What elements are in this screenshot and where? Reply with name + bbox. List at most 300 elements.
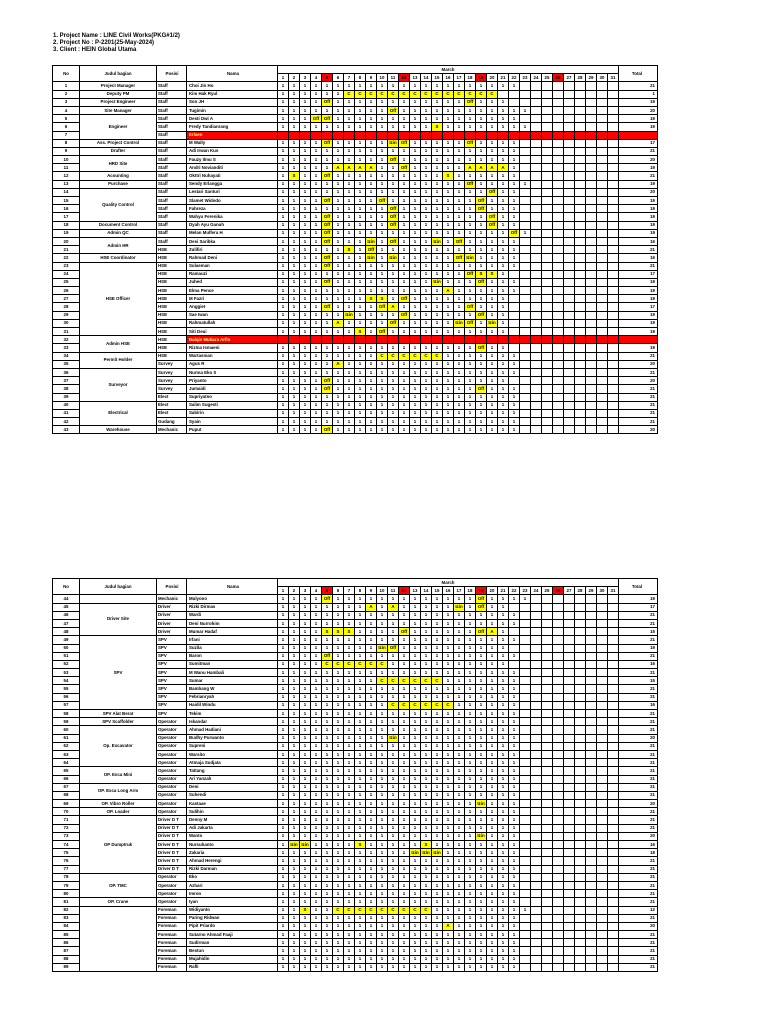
attendance-cell: 1	[399, 368, 410, 376]
attendance-cell: 1	[388, 311, 399, 319]
attendance-cell: 1	[344, 865, 355, 873]
attendance-cell: 1	[498, 213, 509, 221]
attendance-cell	[608, 115, 619, 123]
attendance-cell: 1	[498, 963, 509, 971]
row-number: 60	[53, 726, 80, 734]
attendance-cell	[608, 344, 619, 352]
attendance-cell	[542, 906, 553, 914]
attendance-cell	[597, 841, 608, 849]
attendance-cell: 1	[509, 287, 520, 295]
attendance-cell: 1	[498, 832, 509, 840]
attendance-cell	[542, 636, 553, 644]
attendance-cell: 1	[366, 352, 377, 360]
attendance-cell: Off	[465, 270, 476, 278]
row-number: 10	[53, 156, 80, 164]
attendance-cell: 1	[443, 824, 454, 832]
attendance-cell	[575, 180, 586, 188]
attendance-cell: 1	[498, 262, 509, 270]
attendance-cell	[531, 246, 542, 254]
attendance-cell	[564, 368, 575, 376]
attendance-cell: 1	[432, 254, 443, 262]
attendance-cell: Off	[509, 229, 520, 237]
attendance-cell: 1	[487, 742, 498, 750]
attendance-cell: 1	[498, 701, 509, 709]
judul-bagian-cell: SPV Scaffolder	[80, 718, 157, 726]
attendance-cell: 1	[498, 652, 509, 660]
attendance-cell: 1	[289, 759, 300, 767]
attendance-cell	[553, 344, 564, 352]
attendance-cell	[586, 418, 597, 426]
total-cell: 21	[619, 726, 658, 734]
attendance-cell: 1	[377, 368, 388, 376]
attendance-cell: 1	[333, 418, 344, 426]
attendance-cell: 1	[278, 800, 289, 808]
attendance-cell: 1	[344, 303, 355, 311]
posisi-cell: HSE	[157, 336, 187, 344]
attendance-cell: 1	[399, 172, 410, 180]
attendance-cell: 1	[421, 619, 432, 627]
attendance-cell	[553, 808, 564, 816]
attendance-cell	[608, 734, 619, 742]
total-cell: 18	[619, 849, 658, 857]
attendance-cell: 1	[300, 319, 311, 327]
attendance-cell: 1	[333, 963, 344, 971]
attendance-cell	[531, 205, 542, 213]
attendance-cell	[575, 409, 586, 417]
attendance-cell	[608, 808, 619, 816]
attendance-cell: 1	[344, 221, 355, 229]
attendance-cell: 1	[311, 906, 322, 914]
row-number: 43	[53, 426, 80, 434]
attendance-cell: C	[421, 906, 432, 914]
attendance-cell: 1	[465, 783, 476, 791]
attendance-cell: 1	[311, 660, 322, 668]
attendance-cell: Izin	[377, 644, 388, 652]
attendance-cell: 1	[322, 344, 333, 352]
attendance-cell: 1	[443, 82, 454, 90]
attendance-cell: 1	[344, 344, 355, 352]
attendance-cell: 1	[344, 832, 355, 840]
attendance-cell: 1	[487, 873, 498, 881]
attendance-cell: 1	[399, 791, 410, 799]
attendance-cell: 1	[509, 352, 520, 360]
attendance-cell: 1	[487, 881, 498, 889]
attendance-cell: Izin	[454, 603, 465, 611]
attendance-cell: 1	[399, 775, 410, 783]
attendance-cell: Izin	[465, 254, 476, 262]
judul-bagian-cell: Driver Site	[80, 603, 157, 636]
attendance-cell: 1	[366, 98, 377, 106]
attendance-cell	[586, 188, 597, 196]
attendance-cell: 1	[410, 164, 421, 172]
attendance-cell: 1	[498, 98, 509, 106]
attendance-cell: 1	[311, 800, 322, 808]
attendance-cell	[575, 963, 586, 971]
attendance-cell	[509, 131, 520, 139]
attendance-cell: 1	[333, 213, 344, 221]
total-cell: 1	[619, 90, 658, 98]
attendance-cell	[553, 783, 564, 791]
attendance-cell: 1	[410, 767, 421, 775]
attendance-cell	[520, 147, 531, 155]
table-row	[53, 873, 658, 881]
attendance-cell: 1	[333, 791, 344, 799]
day-header: 19	[476, 74, 487, 82]
attendance-cell: 1	[476, 295, 487, 303]
attendance-cell: 1	[476, 106, 487, 114]
attendance-cell	[564, 303, 575, 311]
row-number: 18	[53, 221, 80, 229]
attendance-cell: Izin	[454, 319, 465, 327]
attendance-cell: 1	[520, 180, 531, 188]
attendance-cell	[531, 669, 542, 677]
attendance-cell	[608, 595, 619, 603]
attendance-cell: 1	[443, 890, 454, 898]
attendance-cell: 1	[333, 385, 344, 393]
attendance-cell	[597, 278, 608, 286]
attendance-cell	[597, 939, 608, 947]
header-nama: Nama	[187, 579, 278, 595]
attendance-cell: 1	[476, 213, 487, 221]
table-row	[53, 898, 658, 906]
attendance-cell	[553, 139, 564, 147]
attendance-cell	[597, 393, 608, 401]
attendance-cell	[608, 865, 619, 873]
row-number: 23	[53, 262, 80, 270]
attendance-cell: 1	[421, 750, 432, 758]
attendance-cell	[564, 955, 575, 963]
attendance-cell: 1	[311, 360, 322, 368]
attendance-cell: 1	[366, 188, 377, 196]
attendance-cell: Izin	[432, 278, 443, 286]
nama-cell: Siti Deui	[187, 328, 278, 336]
attendance-cell: A	[454, 131, 465, 139]
attendance-cell	[586, 344, 597, 352]
attendance-cell	[520, 385, 531, 393]
attendance-cell	[520, 881, 531, 889]
attendance-cell	[553, 401, 564, 409]
attendance-cell	[553, 824, 564, 832]
attendance-cell: 1	[322, 418, 333, 426]
attendance-cell: 1	[377, 254, 388, 262]
total-cell: 16	[619, 254, 658, 262]
attendance-cell: C	[399, 352, 410, 360]
attendance-cell	[608, 123, 619, 131]
attendance-cell: 1	[443, 385, 454, 393]
attendance-cell: 1	[388, 418, 399, 426]
attendance-cell: 1	[333, 131, 344, 139]
attendance-cell: 1	[443, 213, 454, 221]
attendance-cell: 1	[355, 229, 366, 237]
attendance-cell: 1	[355, 180, 366, 188]
attendance-cell: 1	[487, 377, 498, 385]
attendance-cell	[542, 147, 553, 155]
nama-cell: Adi Irwan Kus	[187, 147, 278, 155]
attendance-cell: 1	[443, 115, 454, 123]
attendance-cell: 1	[432, 652, 443, 660]
attendance-cell	[553, 881, 564, 889]
attendance-cell: 1	[278, 783, 289, 791]
attendance-cell: 1	[410, 172, 421, 180]
attendance-cell	[553, 800, 564, 808]
attendance-cell	[564, 759, 575, 767]
attendance-table	[52, 578, 658, 972]
attendance-cell: 1	[300, 628, 311, 636]
attendance-cell	[575, 931, 586, 939]
posisi-cell: HSE	[157, 328, 187, 336]
attendance-cell: 1	[454, 278, 465, 286]
attendance-cell: Off	[322, 213, 333, 221]
attendance-cell: 1	[366, 816, 377, 824]
attendance-cell: 1	[300, 636, 311, 644]
attendance-cell	[553, 963, 564, 971]
nama-cell: Iskandar	[187, 718, 278, 726]
attendance-cell: 1	[311, 303, 322, 311]
attendance-cell: 1	[443, 628, 454, 636]
attendance-cell: 1	[476, 287, 487, 295]
attendance-cell: C	[377, 352, 388, 360]
project-number: 2. Project No : P-2201(25-May-2024)	[53, 40, 155, 47]
attendance-cell: Izin	[487, 319, 498, 327]
attendance-cell: 1	[388, 939, 399, 947]
attendance-cell: 1	[366, 881, 377, 889]
row-number: 64	[53, 759, 80, 767]
table-row	[53, 237, 658, 245]
posisi-cell: Foreman	[157, 955, 187, 963]
attendance-cell: 1	[278, 669, 289, 677]
attendance-cell: 1	[443, 710, 454, 718]
attendance-cell: 1	[399, 710, 410, 718]
total-cell: 19	[619, 278, 658, 286]
attendance-cell: 1	[377, 147, 388, 155]
attendance-cell: 1	[388, 865, 399, 873]
attendance-cell: 1	[333, 914, 344, 922]
attendance-cell: 1	[432, 898, 443, 906]
attendance-cell	[564, 906, 575, 914]
attendance-cell: 1	[432, 890, 443, 898]
attendance-cell: 1	[432, 841, 443, 849]
attendance-cell: 1	[487, 693, 498, 701]
attendance-cell: 1	[300, 90, 311, 98]
total-cell: 21	[619, 931, 658, 939]
attendance-cell	[586, 164, 597, 172]
day-header: 26	[553, 74, 564, 82]
day-header: 21	[498, 587, 509, 595]
table-row	[53, 139, 658, 147]
attendance-cell: C	[344, 906, 355, 914]
attendance-cell	[608, 922, 619, 930]
attendance-cell: 1	[465, 865, 476, 873]
attendance-cell	[553, 857, 564, 865]
attendance-cell: 1	[498, 377, 509, 385]
attendance-cell	[553, 677, 564, 685]
attendance-cell	[597, 816, 608, 824]
attendance-cell	[520, 188, 531, 196]
total-cell: 19	[619, 180, 658, 188]
attendance-cell	[575, 832, 586, 840]
attendance-cell: 1	[443, 319, 454, 327]
attendance-cell: 1	[355, 270, 366, 278]
attendance-cell	[531, 775, 542, 783]
attendance-cell	[564, 628, 575, 636]
total-cell: 20	[619, 188, 658, 196]
attendance-cell: 1	[355, 890, 366, 898]
attendance-cell: 1	[366, 832, 377, 840]
attendance-cell: 1	[487, 808, 498, 816]
attendance-cell: 1	[322, 644, 333, 652]
attendance-cell: Izin	[410, 849, 421, 857]
attendance-cell: 1	[344, 287, 355, 295]
attendance-cell: C	[443, 701, 454, 709]
attendance-cell	[586, 595, 597, 603]
attendance-cell: 1	[399, 669, 410, 677]
attendance-cell: 1	[509, 914, 520, 922]
attendance-cell: 1	[278, 701, 289, 709]
attendance-cell: 1	[355, 409, 366, 417]
attendance-cell: 1	[377, 931, 388, 939]
attendance-cell: 1	[333, 409, 344, 417]
attendance-cell: 1	[410, 742, 421, 750]
attendance-cell: 1	[399, 685, 410, 693]
posisi-cell: HSE	[157, 352, 187, 360]
attendance-cell: 1	[344, 156, 355, 164]
attendance-cell	[531, 213, 542, 221]
table-row	[53, 156, 658, 164]
attendance-cell: 1	[421, 922, 432, 930]
attendance-cell: 1	[366, 106, 377, 114]
attendance-cell: 1	[410, 931, 421, 939]
posisi-cell: Operator	[157, 808, 187, 816]
attendance-cell: 1	[377, 808, 388, 816]
attendance-cell: 1	[443, 669, 454, 677]
attendance-cell: 1	[410, 106, 421, 114]
attendance-cell	[575, 319, 586, 327]
attendance-cell	[586, 156, 597, 164]
attendance-cell: 1	[399, 873, 410, 881]
attendance-cell: 1	[487, 106, 498, 114]
attendance-cell	[575, 800, 586, 808]
attendance-cell: 1	[289, 881, 300, 889]
attendance-cell: C	[377, 677, 388, 685]
attendance-cell	[608, 955, 619, 963]
total-cell	[619, 131, 658, 139]
attendance-cell	[586, 693, 597, 701]
nama-cell: Priyanto	[187, 377, 278, 385]
attendance-cell	[531, 857, 542, 865]
attendance-cell: 1	[344, 644, 355, 652]
attendance-cell: Off	[454, 237, 465, 245]
attendance-cell: 1	[509, 857, 520, 865]
posisi-cell: HSE	[157, 319, 187, 327]
attendance-cell: 1	[476, 82, 487, 90]
attendance-cell: 1	[344, 123, 355, 131]
attendance-cell	[608, 669, 619, 677]
attendance-cell: 1	[498, 172, 509, 180]
attendance-cell: Off	[322, 377, 333, 385]
total-cell: 16	[619, 701, 658, 709]
attendance-cell: 1	[322, 352, 333, 360]
nama-cell: Zakaria	[187, 849, 278, 857]
attendance-cell: 1	[432, 164, 443, 172]
attendance-cell	[520, 82, 531, 90]
attendance-cell	[553, 693, 564, 701]
attendance-cell: 1	[377, 270, 388, 278]
attendance-cell	[553, 328, 564, 336]
attendance-cell: Off	[465, 98, 476, 106]
attendance-cell	[575, 857, 586, 865]
attendance-cell	[531, 947, 542, 955]
total-cell: 21	[619, 947, 658, 955]
attendance-cell: 1	[289, 287, 300, 295]
attendance-cell: 1	[377, 221, 388, 229]
attendance-cell: 1	[487, 963, 498, 971]
attendance-cell: 1	[377, 115, 388, 123]
attendance-cell	[531, 352, 542, 360]
row-number: 9	[53, 147, 80, 155]
attendance-cell: 1	[509, 619, 520, 627]
attendance-cell	[520, 139, 531, 147]
attendance-cell	[608, 172, 619, 180]
attendance-cell: 1	[377, 360, 388, 368]
attendance-cell: 1	[432, 619, 443, 627]
attendance-cell: 1	[366, 808, 377, 816]
attendance-cell: 1	[421, 360, 432, 368]
attendance-cell	[542, 644, 553, 652]
attendance-cell: 1	[520, 906, 531, 914]
attendance-cell: 1	[377, 652, 388, 660]
attendance-cell: 1	[366, 611, 377, 619]
attendance-cell	[586, 783, 597, 791]
attendance-cell: 1	[366, 368, 377, 376]
attendance-cell: 1	[289, 890, 300, 898]
attendance-cell: 1	[289, 800, 300, 808]
attendance-cell: 1	[333, 287, 344, 295]
attendance-cell	[553, 156, 564, 164]
attendance-cell	[520, 939, 531, 947]
attendance-cell: 1	[355, 278, 366, 286]
attendance-cell: 1	[377, 426, 388, 434]
row-number: 86	[53, 939, 80, 947]
row-number: 4	[53, 106, 80, 114]
row-number: 31	[53, 328, 80, 336]
attendance-cell	[575, 710, 586, 718]
attendance-cell	[564, 123, 575, 131]
attendance-cell	[520, 808, 531, 816]
attendance-cell: 1	[443, 865, 454, 873]
attendance-cell: 1	[465, 603, 476, 611]
attendance-cell	[564, 147, 575, 155]
attendance-cell	[586, 172, 597, 180]
attendance-cell	[531, 106, 542, 114]
attendance-cell: 1	[421, 205, 432, 213]
attendance-cell: 1	[355, 237, 366, 245]
attendance-cell	[542, 857, 553, 865]
attendance-cell	[575, 603, 586, 611]
nama-cell: Suzila	[187, 644, 278, 652]
attendance-cell	[575, 377, 586, 385]
attendance-cell	[531, 229, 542, 237]
attendance-cell: 1	[278, 660, 289, 668]
attendance-cell: 1	[377, 409, 388, 417]
attendance-cell	[542, 237, 553, 245]
attendance-cell	[531, 98, 542, 106]
attendance-cell: 1	[311, 824, 322, 832]
attendance-cell	[564, 393, 575, 401]
nama-cell: Sulihin	[187, 808, 278, 816]
attendance-cell	[564, 767, 575, 775]
attendance-cell	[575, 164, 586, 172]
attendance-cell: 1	[476, 254, 487, 262]
